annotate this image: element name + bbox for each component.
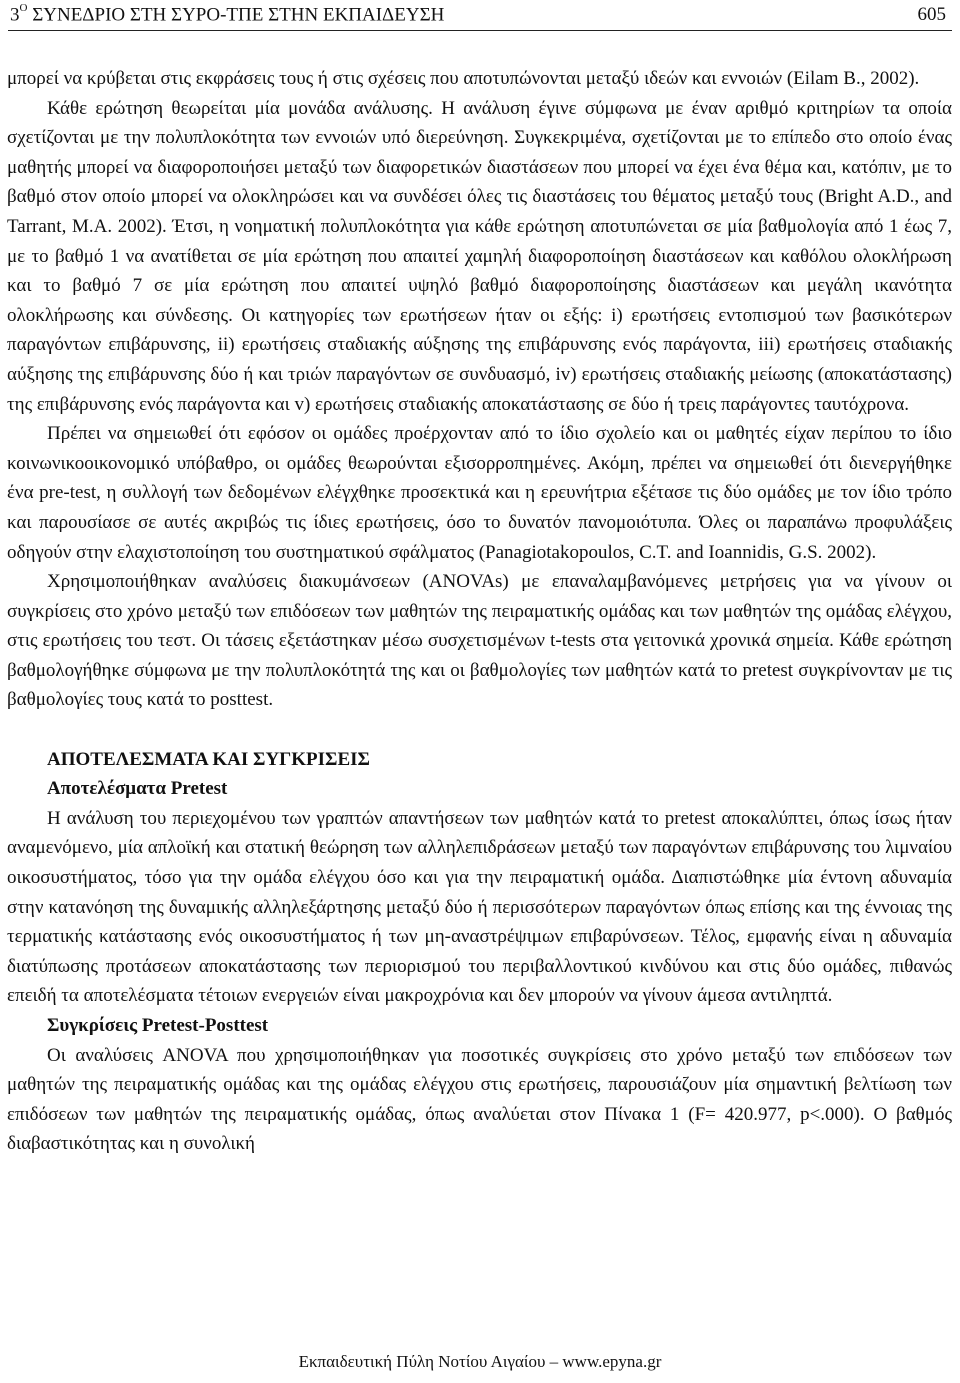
page-footer: Εκπαιδευτική Πύλη Νοτίου Αιγαίου – www.epyna.gr	[298, 1352, 662, 1371]
paragraph-4: Χρησιμοποιήθηκαν αναλύσεις διακυμάνσεων (ANOVAs) με επαναλαμβανόμενες μετρήσεις για να γίνουν οι συγκρίσεις στο χρόνο μεταξύ των επιδόσεων των μαθητών της πειραματικής ομάδας και των μαθητών της ομάδας ελέγχου, στις ερωτήσεις του τεστ. Οι τάσεις εξετάστηκαν μέσω συσχετισμένων t-tests στα γειτονικά χρονικά σημεία. Κάθε ερώτηση βαθμολογήθηκε σύμφωνα με την πολυπλοκότητά της και οι βαθμολογίες των μαθητών κατά το pretest συγκρίνονταν με τις βαθμολογίες τους κατά το posttest.	[7, 571, 952, 711]
paragraph-3: Πρέπει να σημειωθεί ότι εφόσον οι ομάδες προέρχονταν από το ίδιο σχολείο και οι μαθητές είχαν περίπου το ίδιο κοινωνικοοικονομικό υπόβαθρο, οι ομάδες θεωρούνται εξισορροπημένες. Ακόμη, πρέπει να σημειωθεί ότι διενεργήθηκε ένα pre-test, η συλλογή των δεδομένων ελέγχθηκε προσεκτικά και η ερευνήτρια εξέτασε τις δύο ομάδες με τον ίδιο τρόπο και παρουσίασε σε αυτές ακριβώς τις ίδιες ερωτήσεις, όσο το δυνατόν πανομοιότυπα. Όλες οι παραπάνω προφυλάξεις οδηγούν στην ελαχιστοποίηση του συστηματικού σφάλματος (Panagiotakopoulos, C.T. and Ioannidis, G.S. 2002).	[7, 423, 952, 563]
page-body	[7, 64, 952, 1159]
paragraph-5: Η ανάλυση του περιεχομένου των γραπτών απαντήσεων των μαθητών κατά το pretest αποκαλύπτει, όπως ίσως ήταν αναμενόμενο, μία απλοϊκή και στατική θεώρηση των αλληλεπιδράσεων μεταξύ των παραγόντων επιβάρυνσης του λιμναίου οικοσυστήματος, τόσο για την ομάδα ελέγχου όσο και για την πειραματική ομάδα. Διαπιστώθηκε μία έντονη αδυναμία στην κατανόηση της δυναμικής αλληλεξάρτησης μεταξύ δύο ή περισσότερων παραγόντων όπως επίσης και της έννοιας της τερματικής κατάστασης ενός οικοσυστήματος ή των μη-αναστρέψιμων επιβαρύνσεων. Τέλος, εμφανής είναι η αδυναμία διατύπωσης προτάσεων αποκατάστασης των περιορισμού του περιβαλλοντικού κινδύνου και στις δύο ομάδες, πιθανώς επειδή τα αποτελέσματα τέτοιων ενεργειών είναι μακροχρόνια και δεν μπορούν να γίνουν άμεσα αντιληπτά.	[7, 807, 952, 1007]
page-header	[0, 0, 960, 30]
conference-number: 3	[10, 4, 20, 26]
paragraph-1: μπορεί να κρύβεται στις εκφράσεις τους ή στις σχέσεις που αποτυπώνονται μεταξύ ιδεών και εννοιών (Eilam B., 2002).	[7, 68, 920, 89]
header-rule	[8, 30, 952, 31]
conference-superscript: Ο	[19, 2, 28, 14]
conference-title	[10, 4, 444, 26]
subsection-heading-comparisons: Συγκρίσεις Pretest-Posttest	[47, 1015, 269, 1036]
section-heading-results: ΑΠΟΤΕΛΕΣΜΑΤΑ ΚΑΙ ΣΥΓΚΡΙΣΕΙΣ	[47, 748, 370, 770]
paragraph-2: Κάθε ερώτηση θεωρείται μία μονάδα ανάλυσης. Η ανάλυση έγινε σύμφωνα με έναν αριθμό κριτηρίων τα οποία σχετίζονται με την πολυπλοκότητα των εννοιών υπό διερεύνηση. Συγκεκριμένα, σχετίζονται με το επίπεδο στο οποίο ένας μαθητής μπορεί να διαφοροποιήσει μεταξύ των διαφορετικών διαστάσεων που μπορεί να έχει ένα θέμα και, κατόπιν, με το βαθμό στον οποίο μπορεί να ολοκληρώσει και να συνδέσει όλες τις διαστάσεις του θέματος μεταξύ τους (Bright A.D., and Tarrant, M.A. 2002). Έτσι, η νοηματική πολυπλοκότητα για κάθε ερώτηση αποτυπώνεται σε μία βαθμολογία από 1 έως 7, με το βαθμό 1 να ανατίθεται σε μία ερώτηση που απαιτεί χαμηλή διαφοροποίηση διαστάσεων και καθόλου ολοκλήρωση και το βαθμό 7 σε μία ερώτηση που απαιτεί υψηλό βαθμό διαφοροποίησης διαστάσεων και μεγάλη ικανότητα ολοκλήρωσης και σύνδεσης. Οι κατηγορίες των ερωτήσεων ήταν οι εξής: i) ερωτήσεις εντοπισμού των βασικότερων παραγόντων επιβάρυνσης, ii) ερωτήσεις σταδιακής αύξησης της επιβάρυνσης ενός παράγοντα, iii) ερωτήσεις σταδιακής αύξησης της επιβάρυνσης δύο ή και τριών παραγόντων σε συνδυασμό, iv) ερωτήσεις σταδιακής μείωσης (αποκατάστασης) της επιβάρυνσης ενός παράγοντα και v) ερωτήσεις σταδιακής αποκατάστασης σε δύο ή τρεις παράγοντες ταυτόχρονα.	[7, 97, 952, 415]
section-gap	[7, 715, 952, 745]
subsection-heading-pretest: Αποτελέσματα Pretest	[47, 778, 228, 800]
paragraph-6: Οι αναλύσεις ANOVA που χρησιμοποιήθηκαν για ποσοτικές συγκρίσεις στο χρόνο μεταξύ των επιδόσεων των μαθητών της πειραματικής ομάδας και της ομάδας ελέγχου στις ερωτήσεις, παρουσιάζουν μία σημαντική βελτίωση των επιδόσεων των μαθητών της πειραματικής ομάδας, όπως αναλύεται στον Πίνακα 1 (F= 420.977, p<.000). Ο βαθμός διαβαστικότητας και η συνολική	[7, 1044, 952, 1155]
page-number: 605	[917, 4, 946, 25]
conference-title-text: ΣΥΝΕΔΡΙΟ ΣΤΗ ΣΥΡΟ-ΤΠΕ ΣΤΗΝ ΕΚΠΑΙΔΕΥΣΗ	[32, 4, 445, 26]
